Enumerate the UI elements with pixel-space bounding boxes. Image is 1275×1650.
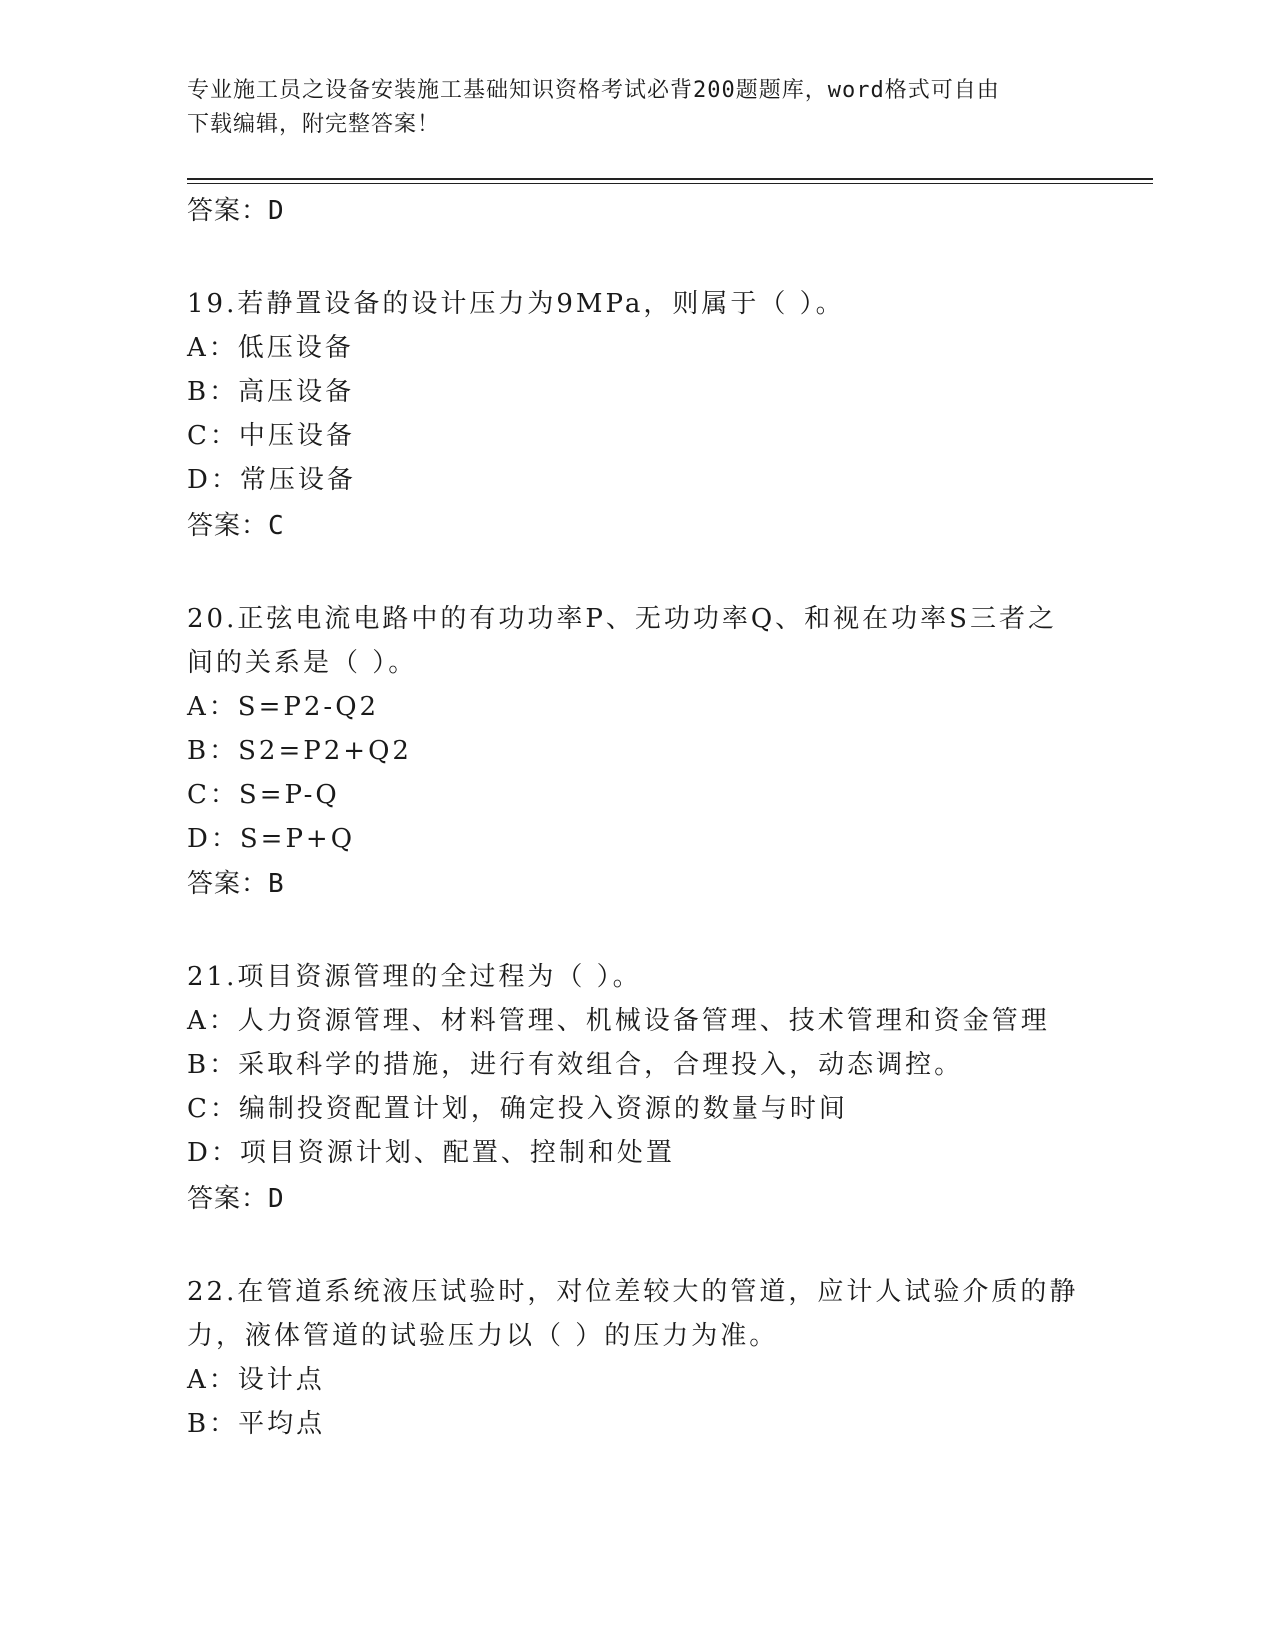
q22-option-b: B：平均点 — [187, 1409, 326, 1439]
question-19: 19.若静置设备的设计压力为9MPa，则属于（ ）。 — [187, 289, 845, 319]
header-line-2: 下载编辑，附完整答案！ — [187, 112, 441, 137]
q21-answer: 答案：D — [187, 1184, 285, 1214]
q19-option-d: D：常压设备 — [187, 465, 356, 495]
q21-option-b: B：采取科学的措施，进行有效组合，合理投入，动态调控。 — [187, 1050, 964, 1080]
q19-option-b: B：高压设备 — [187, 377, 355, 407]
q21-option-a: A：人力资源管理、材料管理、机械设备管理、技术管理和资金管理 — [187, 1006, 1050, 1036]
q20-option-a: A：S=P2-Q2 — [187, 692, 380, 722]
document-header — [187, 74, 1087, 142]
q19-option-a: A：低压设备 — [187, 333, 354, 363]
question-22-line-1: 22.在管道系统液压试验时，对位差较大的管道，应计人试验介质的静 — [187, 1277, 1079, 1307]
q22-option-a: A：设计点 — [187, 1365, 325, 1395]
q20-option-c: C：S=P-Q — [187, 780, 340, 810]
question-21: 21.项目资源管理的全过程为（ ）。 — [187, 962, 642, 992]
q21-option-d: D：项目资源计划、配置、控制和处置 — [187, 1138, 675, 1168]
q20-option-d: D：S=P+Q — [187, 824, 356, 854]
question-20-line-2: 间的关系是（ ）。 — [187, 648, 418, 678]
q21-option-c: C：编制投资配置计划，确定投入资源的数量与时间 — [187, 1094, 848, 1124]
answer-previous: 答案：D — [187, 196, 285, 226]
q20-answer: 答案：B — [187, 869, 285, 899]
q20-option-b: B：S2=P2+Q2 — [187, 736, 412, 766]
header-line-1: 专业施工员之设备安装施工基础知识资格考试必背200题题库，word格式可自由 — [187, 78, 1000, 103]
q19-option-c: C：中压设备 — [187, 421, 355, 451]
question-22-line-2: 力，液体管道的试验压力以（ ）的压力为准。 — [187, 1321, 779, 1351]
header-divider-thin — [187, 183, 1153, 184]
q19-answer: 答案：C — [187, 511, 285, 541]
header-divider-thick — [187, 178, 1153, 180]
question-20-line-1: 20.正弦电流电路中的有功功率P、无功功率Q、和视在功率S三者之 — [187, 604, 1057, 634]
